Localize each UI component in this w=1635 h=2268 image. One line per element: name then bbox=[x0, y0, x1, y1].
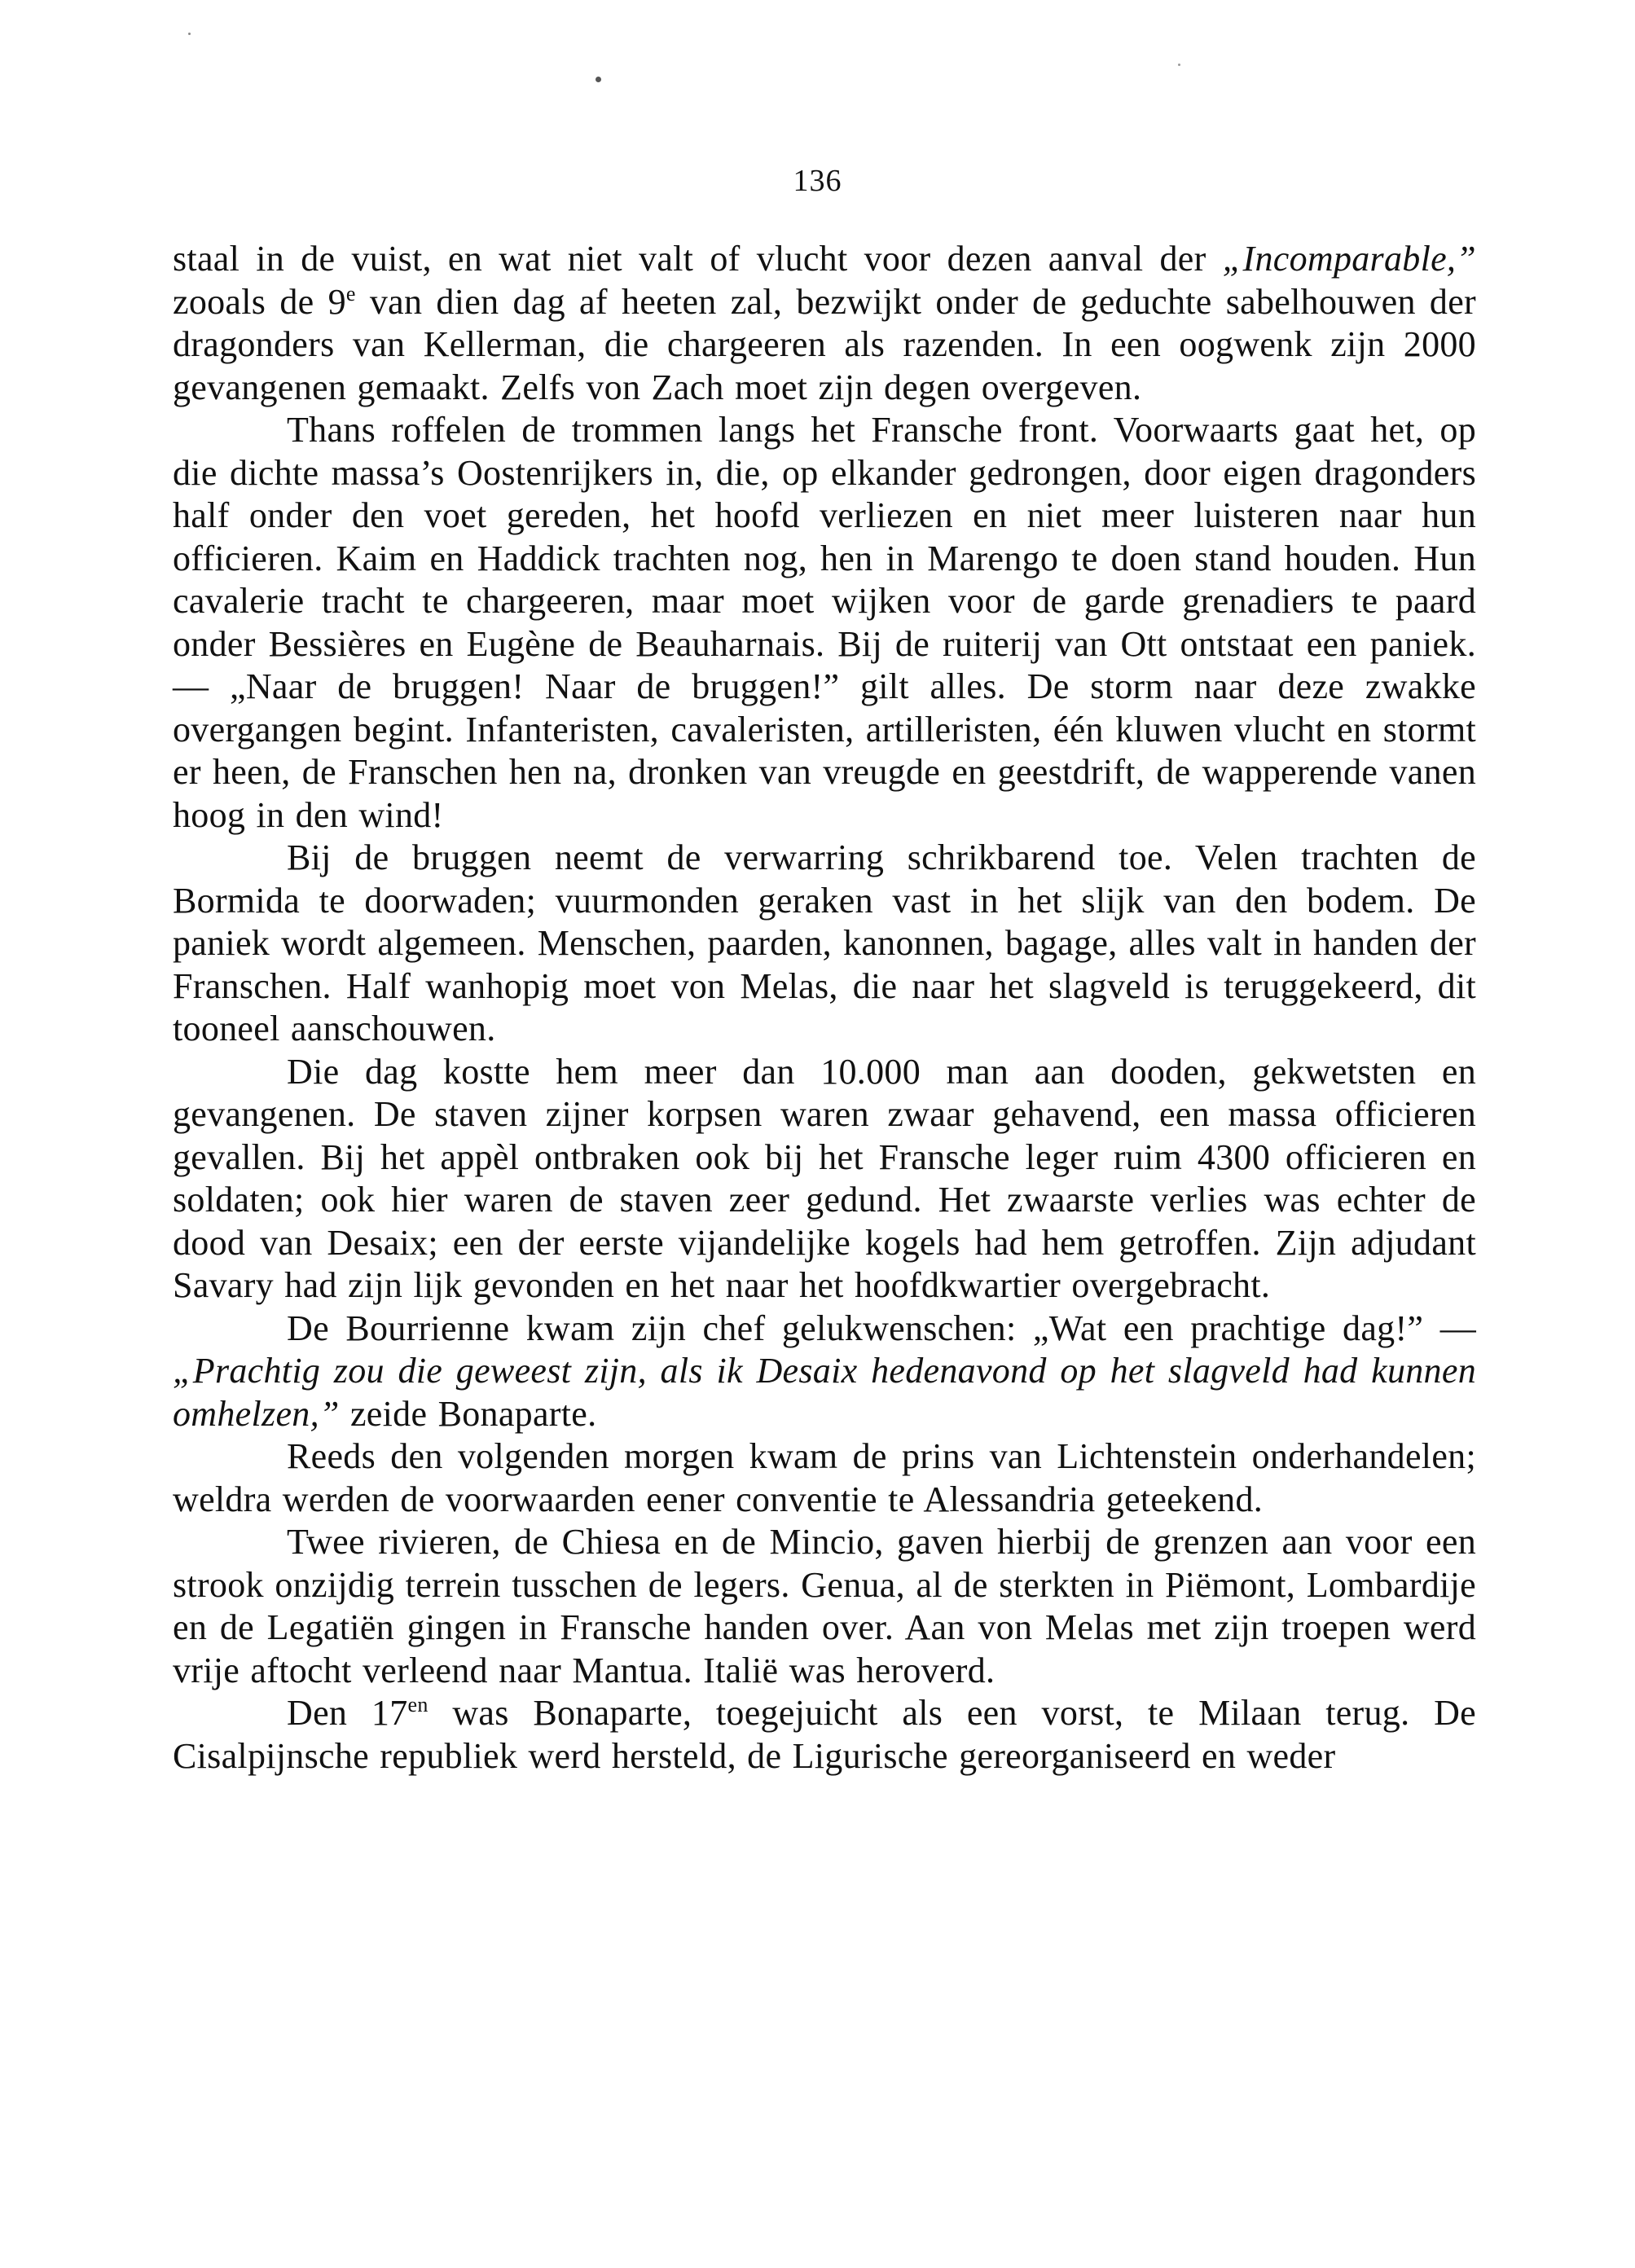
text-run: Thans roffelen de trommen langs het Fransche front. Voorwaarts gaat het, op die dichte massa’s Oostenrijkers in, die, op elkander gedrongen, door eigen dragonders half onder den voet gereden, het hoofd verliezen en niet meer luisteren naar hun officieren. Kaim en Haddick trachten nog, hen in Marengo te doen stand houden. Hun cavalerie tracht te chargeeren, maar moet wijken voor de garde grenadiers te paard onder Bessières en Eugène de Beauharnais. Bij de ruiterij van Ott ontstaat een paniek. — „Naar de bruggen! Naar de bruggen!” gilt alles. De storm naar deze zwakke overgangen begint. Infanteristen, cavaleristen, artilleristen, één kluwen vlucht en stormt er heen, de Franschen hen na, dronken van vreugde en geestdrift, de wapperende vanen hoog in den wind! bbox=[173, 410, 1476, 835]
text-run: De Bourrienne kwam zijn chef gelukwenschen: „Wat een prachtige dag!” — bbox=[287, 1308, 1476, 1348]
paragraph bbox=[173, 1435, 1476, 1521]
text-run: Twee rivieren, de Chiesa en de Mincio, gaven hierbij de grenzen aan voor een strook onzijdig terrein tusschen de legers. Genua, al de sterkten in Piëmont, Lombardije en de Legatiën gingen in Fransche handen over. Aan von Melas met zijn troepen werd vrije aftocht verleend naar Mantua. Italië was heroverd. bbox=[173, 1522, 1476, 1690]
text-run: staal in de vuist, en wat niet valt of vlucht voor dezen aanval der bbox=[173, 239, 1223, 279]
paragraph bbox=[173, 1051, 1476, 1308]
text-run: was Bonaparte, toegejuicht als een vorst, te Milaan terug. De Cisalpijnsche republiek werd hersteld, de Ligurische gereorganiseerd en weder bbox=[173, 1693, 1477, 1776]
page-number: 136 bbox=[793, 164, 842, 198]
body-text bbox=[173, 238, 1476, 1778]
italic-quote: „Incomparable,” bbox=[1222, 239, 1476, 279]
paragraph bbox=[173, 409, 1476, 837]
text-run: Die dag kostte hem meer dan 10.000 man aan dooden, gekwetsten en gevangenen. De staven zijner korpsen waren zwaar gehavend, een massa officieren gevallen. Bij het appèl ontbraken ook bij het Fransche leger ruim 4300 officieren en soldaten; ook hier waren de staven zeer gedund. Het zwaarste verlies was echter de dood van Desaix; een der eerste vijandelijke kogels had hem getroffen. Zijn adjudant Savary had zijn lijk gevonden en het naar het hoofdkwartier overgebracht. bbox=[173, 1051, 1476, 1305]
scan-speck bbox=[188, 33, 191, 35]
text-run: Reeds den volgenden morgen kwam de prins van Lichtenstein onderhandelen; weldra werden de voorwaarden eener conventie te Alessandria geteekend. bbox=[173, 1436, 1476, 1519]
paragraph bbox=[173, 1521, 1476, 1692]
text-run: Den 17 bbox=[287, 1693, 408, 1733]
paragraph bbox=[173, 1308, 1476, 1436]
superscript: en bbox=[407, 1693, 429, 1716]
scan-speck bbox=[1178, 64, 1180, 66]
text-run: zeide Bonaparte. bbox=[339, 1393, 597, 1434]
text-run: van dien dag af heeten zal, bezwijkt onder de geduchte sabelhouwen der dragonders van Kellerman, die chargeeren als razenden. In een oogwenk zijn 2000 gevangenen gemaakt. Zelfs von Zach moet zijn degen overgeven. bbox=[173, 281, 1476, 407]
text-run: Bij de bruggen neemt de verwarring schrikbarend toe. Velen trachten de Bormida te doorwaden; vuurmonden geraken vast in het slijk van den bodem. De paniek wordt algemeen. Menschen, paarden, kanonnen, bagage, alles valt in handen der Franschen. Half wanhopig moet von Melas, die naar het slagveld is teruggekeerd, dit tooneel aanschouwen. bbox=[173, 837, 1476, 1048]
paragraph bbox=[173, 837, 1476, 1051]
scan-speck bbox=[596, 77, 601, 82]
superscript: e bbox=[345, 281, 356, 305]
paragraph bbox=[173, 1692, 1476, 1778]
paragraph bbox=[173, 238, 1476, 409]
text-run: zooals de 9 bbox=[173, 281, 346, 322]
italic-quote: „Prachtig zou die geweest zijn, als ik Desaix hedenavond op het slagveld had kunnen omhelzen,” bbox=[173, 1351, 1476, 1434]
